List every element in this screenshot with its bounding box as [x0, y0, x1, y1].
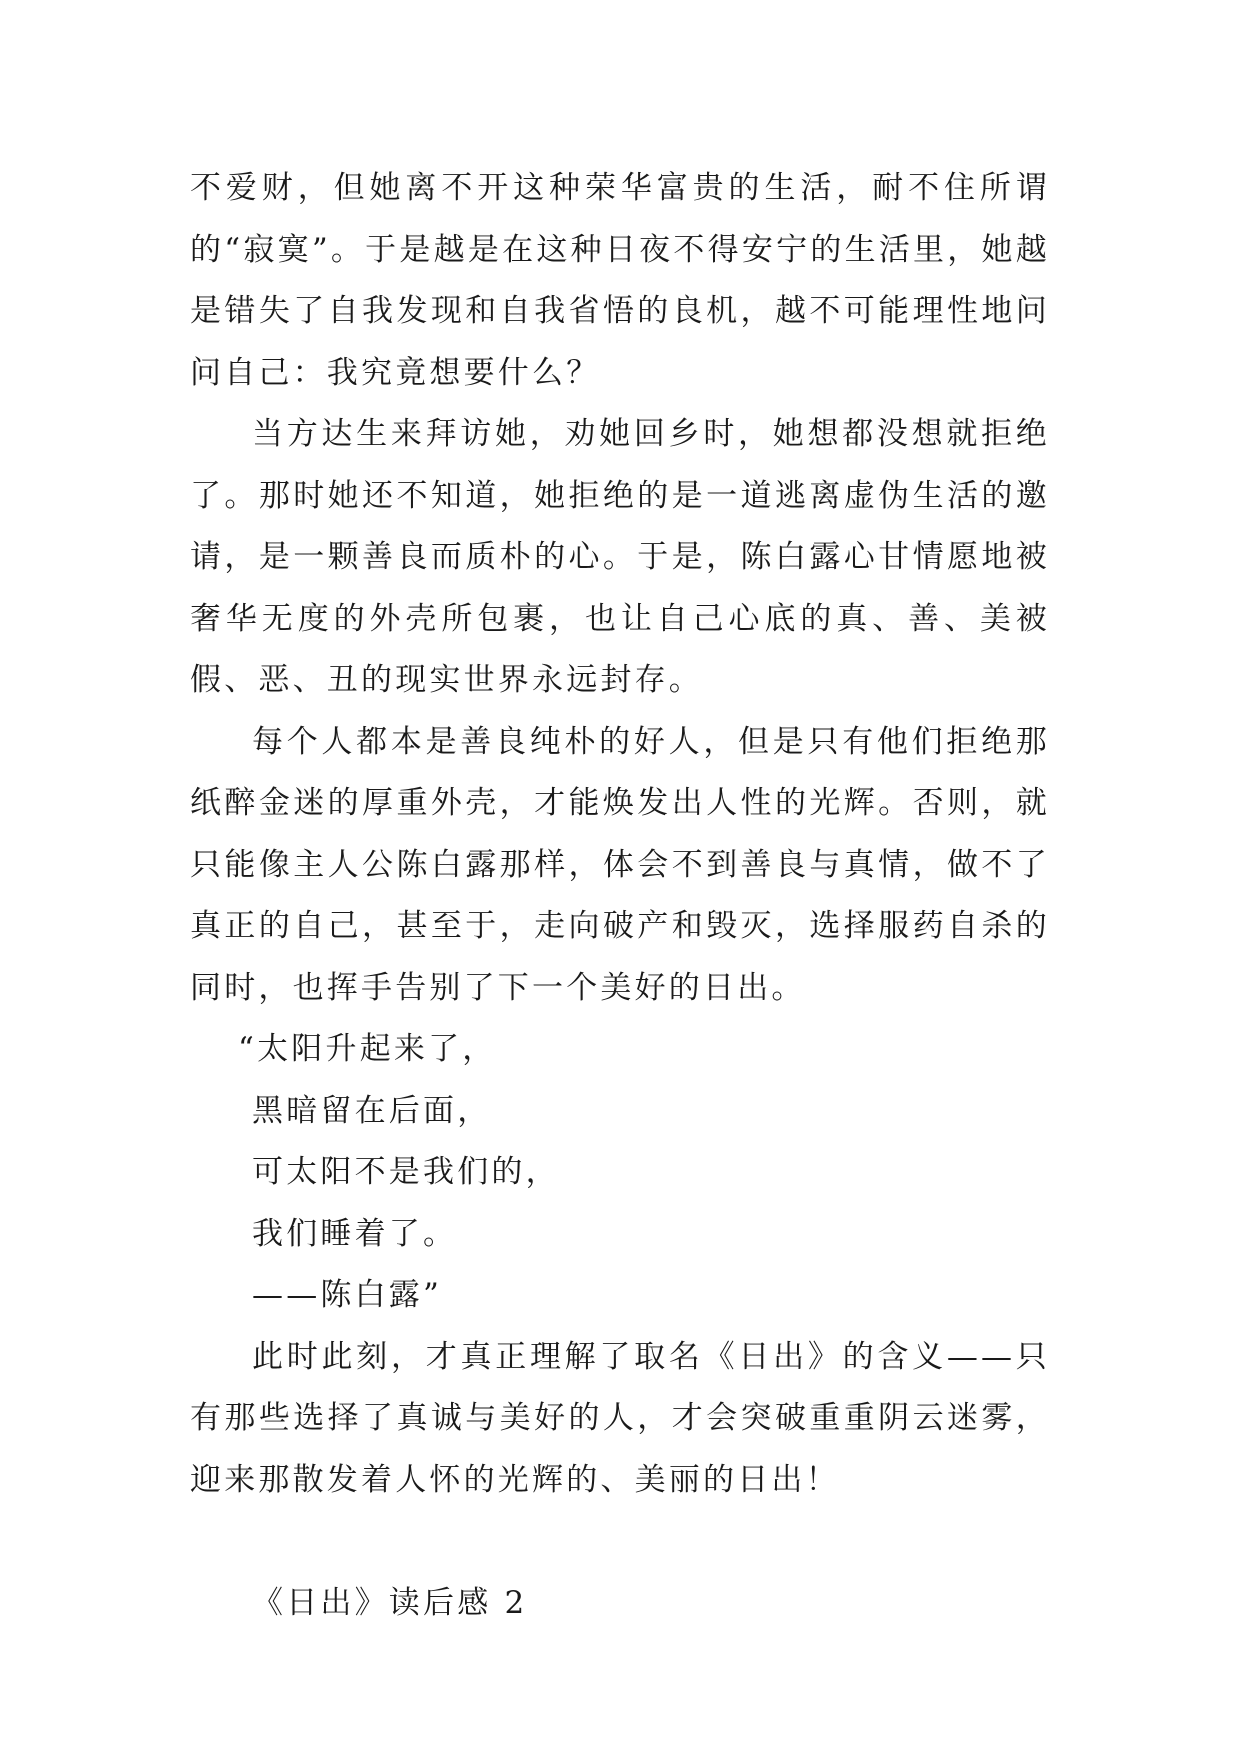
paragraph-fang-dasheng-visit: 当方达生来拜访她，劝她回乡时，她想都没想就拒绝了。那时她还不知道，她拒绝的是一道逃离虚伪生活的邀请，是一颗善良而质朴的心。于是，陈白露心甘情愿地被奢华无度的外壳所包裹，也让自己心底的真、善、美被假、恶、丑的现实世界永远封存。 [190, 416, 1050, 698]
paragraph-human-nature: 每个人都本是善良纯朴的好人，但是只有他们拒绝那纸醉金迷的厚重外壳，才能焕发出人性的光辉。否则，就只能像主人公陈白露那样，体会不到善良与真情，做不了真正的自己，甚至于，走向破产和毁灭，选择服药自杀的同时，也挥手告别了下一个美好的日出。 [190, 723, 1050, 1006]
poem-line: 黑暗留在后面， [252, 1092, 492, 1129]
paragraph-continued: 不爱财，但她离不开这种荣华富贵的生活，耐不住所谓的“寂寞”。于是越是在这种日夜不得安宁的生活里，她越是错失了自我发现和自我省悟的良机，越不可能理性地问问自己：我究竟想要什么？ [190, 170, 1050, 391]
poem-attribution: ——陈白露” [252, 1277, 443, 1313]
poem-line: 我们睡着了。 [252, 1215, 458, 1252]
document-body [190, 158, 1050, 1634]
poem-line: “太阳升起来了， [238, 1031, 497, 1067]
poem-quote [190, 1019, 1050, 1327]
section-title: 《日出》读后感 2 [252, 1584, 528, 1621]
paragraph-conclusion: 此时此刻，才真正理解了取名《日出》的含义——只有那些选择了真诚与美好的人，才会突破重重阴云迷雾，迎来那散发着人怀的光辉的、美丽的日出！ [190, 1338, 1050, 1498]
poem-line: 可太阳不是我们的， [252, 1154, 560, 1190]
